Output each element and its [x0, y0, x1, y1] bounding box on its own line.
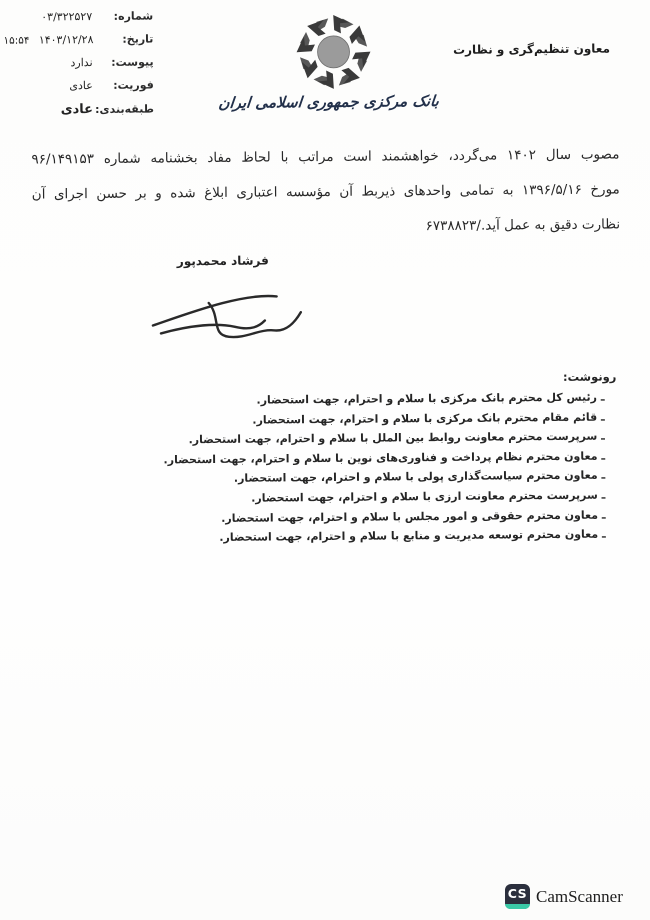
letter-meta-fields — [3, 9, 154, 125]
camscanner-icon-letters: CS — [507, 886, 528, 902]
signatory-name: فرشاد محمدپور — [176, 253, 269, 269]
field-value-date: ۱۴۰۳/۱۲/۲۸ — [38, 33, 94, 47]
cc-item: ـ قائم مقام محترم بانک مرکزی با سلام و احترام، جهت استحضار. — [252, 410, 605, 427]
central-bank-logo-icon — [291, 10, 376, 95]
body-line: مورخ ۱۳۹۶/۵/۱۶ به تمامی واحدهای ذیربط آن مؤسسه اعتباری ابلاغ شده و بر حسن اجرای آن — [31, 181, 620, 203]
cc-item: ـ سرپرست محترم معاونت روابط بین الملل با سلام و احترام، جهت استحضار. — [188, 429, 605, 447]
body-line: نظارت دقیق به عمل آید./۶۷۳۸۸۲۳ — [425, 216, 621, 235]
deputy-title: معاون تنظیم‌گری و نظارت — [452, 41, 611, 57]
cc-item: ـ معاون محترم توسعه مدیریت و منابع با سلام و احترام، جهت استحضار. — [219, 527, 606, 545]
field-value-urgency: عادی — [69, 79, 93, 93]
meta-row-date — [3, 32, 153, 56]
camscanner-label: CamScanner — [536, 886, 623, 906]
body-line: مصوب سال ۱۴۰۲ می‌گردد، خواهشمند است مراتب با لحاظ مفاد بخشنامه شماره ۹۶/۱۴۹۱۵۳ — [31, 146, 620, 168]
field-label-number: شماره: — [113, 9, 154, 23]
field-value-classification: عادی — [60, 102, 94, 118]
meta-row-attachment — [4, 55, 154, 79]
handwritten-signature — [146, 276, 315, 351]
cc-item: ـ سرپرست محترم معاونت ارزی با سلام و احترام، جهت استحضار. — [251, 488, 606, 505]
meta-row-number — [3, 9, 153, 33]
field-value-time: ۱۵:۵۴ — [3, 34, 30, 47]
cc-section — [31, 369, 618, 549]
cc-item: ـ رئیس کل محترم بانک مرکزی با سلام و احترام، جهت استحضار. — [256, 390, 605, 407]
field-label-urgency: فوریت: — [113, 78, 154, 92]
camscanner-icon-accent — [505, 904, 530, 909]
meta-row-classification — [4, 101, 154, 125]
cc-item: ـ معاون محترم حقوقی و امور مجلس با سلام و احترام، جهت استحضار. — [221, 508, 606, 525]
camscanner-icon — [505, 884, 530, 909]
letter-body — [31, 137, 620, 247]
field-value-number: ۰۳/۳۲۲۵۲۷ — [41, 10, 93, 24]
cc-item: ـ معاون محترم سیاست‌گذاری پولی با سلام و احترام، جهت استحضار. — [233, 468, 606, 486]
camscanner-watermark — [505, 884, 623, 909]
field-value-attachment: ندارد — [70, 56, 93, 70]
field-label-attachment: پیوست: — [111, 55, 154, 69]
cc-heading: رونوشت: — [562, 369, 617, 384]
field-label-classification: طبقه‌بندی: — [95, 102, 155, 117]
bank-name-calligraphy: بانک مرکزی جمهوری اسلامی ایران — [217, 91, 440, 112]
field-label-date: تاریخ: — [122, 32, 154, 46]
cc-item: ـ معاون محترم نظام پرداخت و فناوری‌های نوین با سلام و احترام، جهت استحضار. — [163, 449, 606, 467]
meta-row-urgency — [4, 78, 154, 102]
